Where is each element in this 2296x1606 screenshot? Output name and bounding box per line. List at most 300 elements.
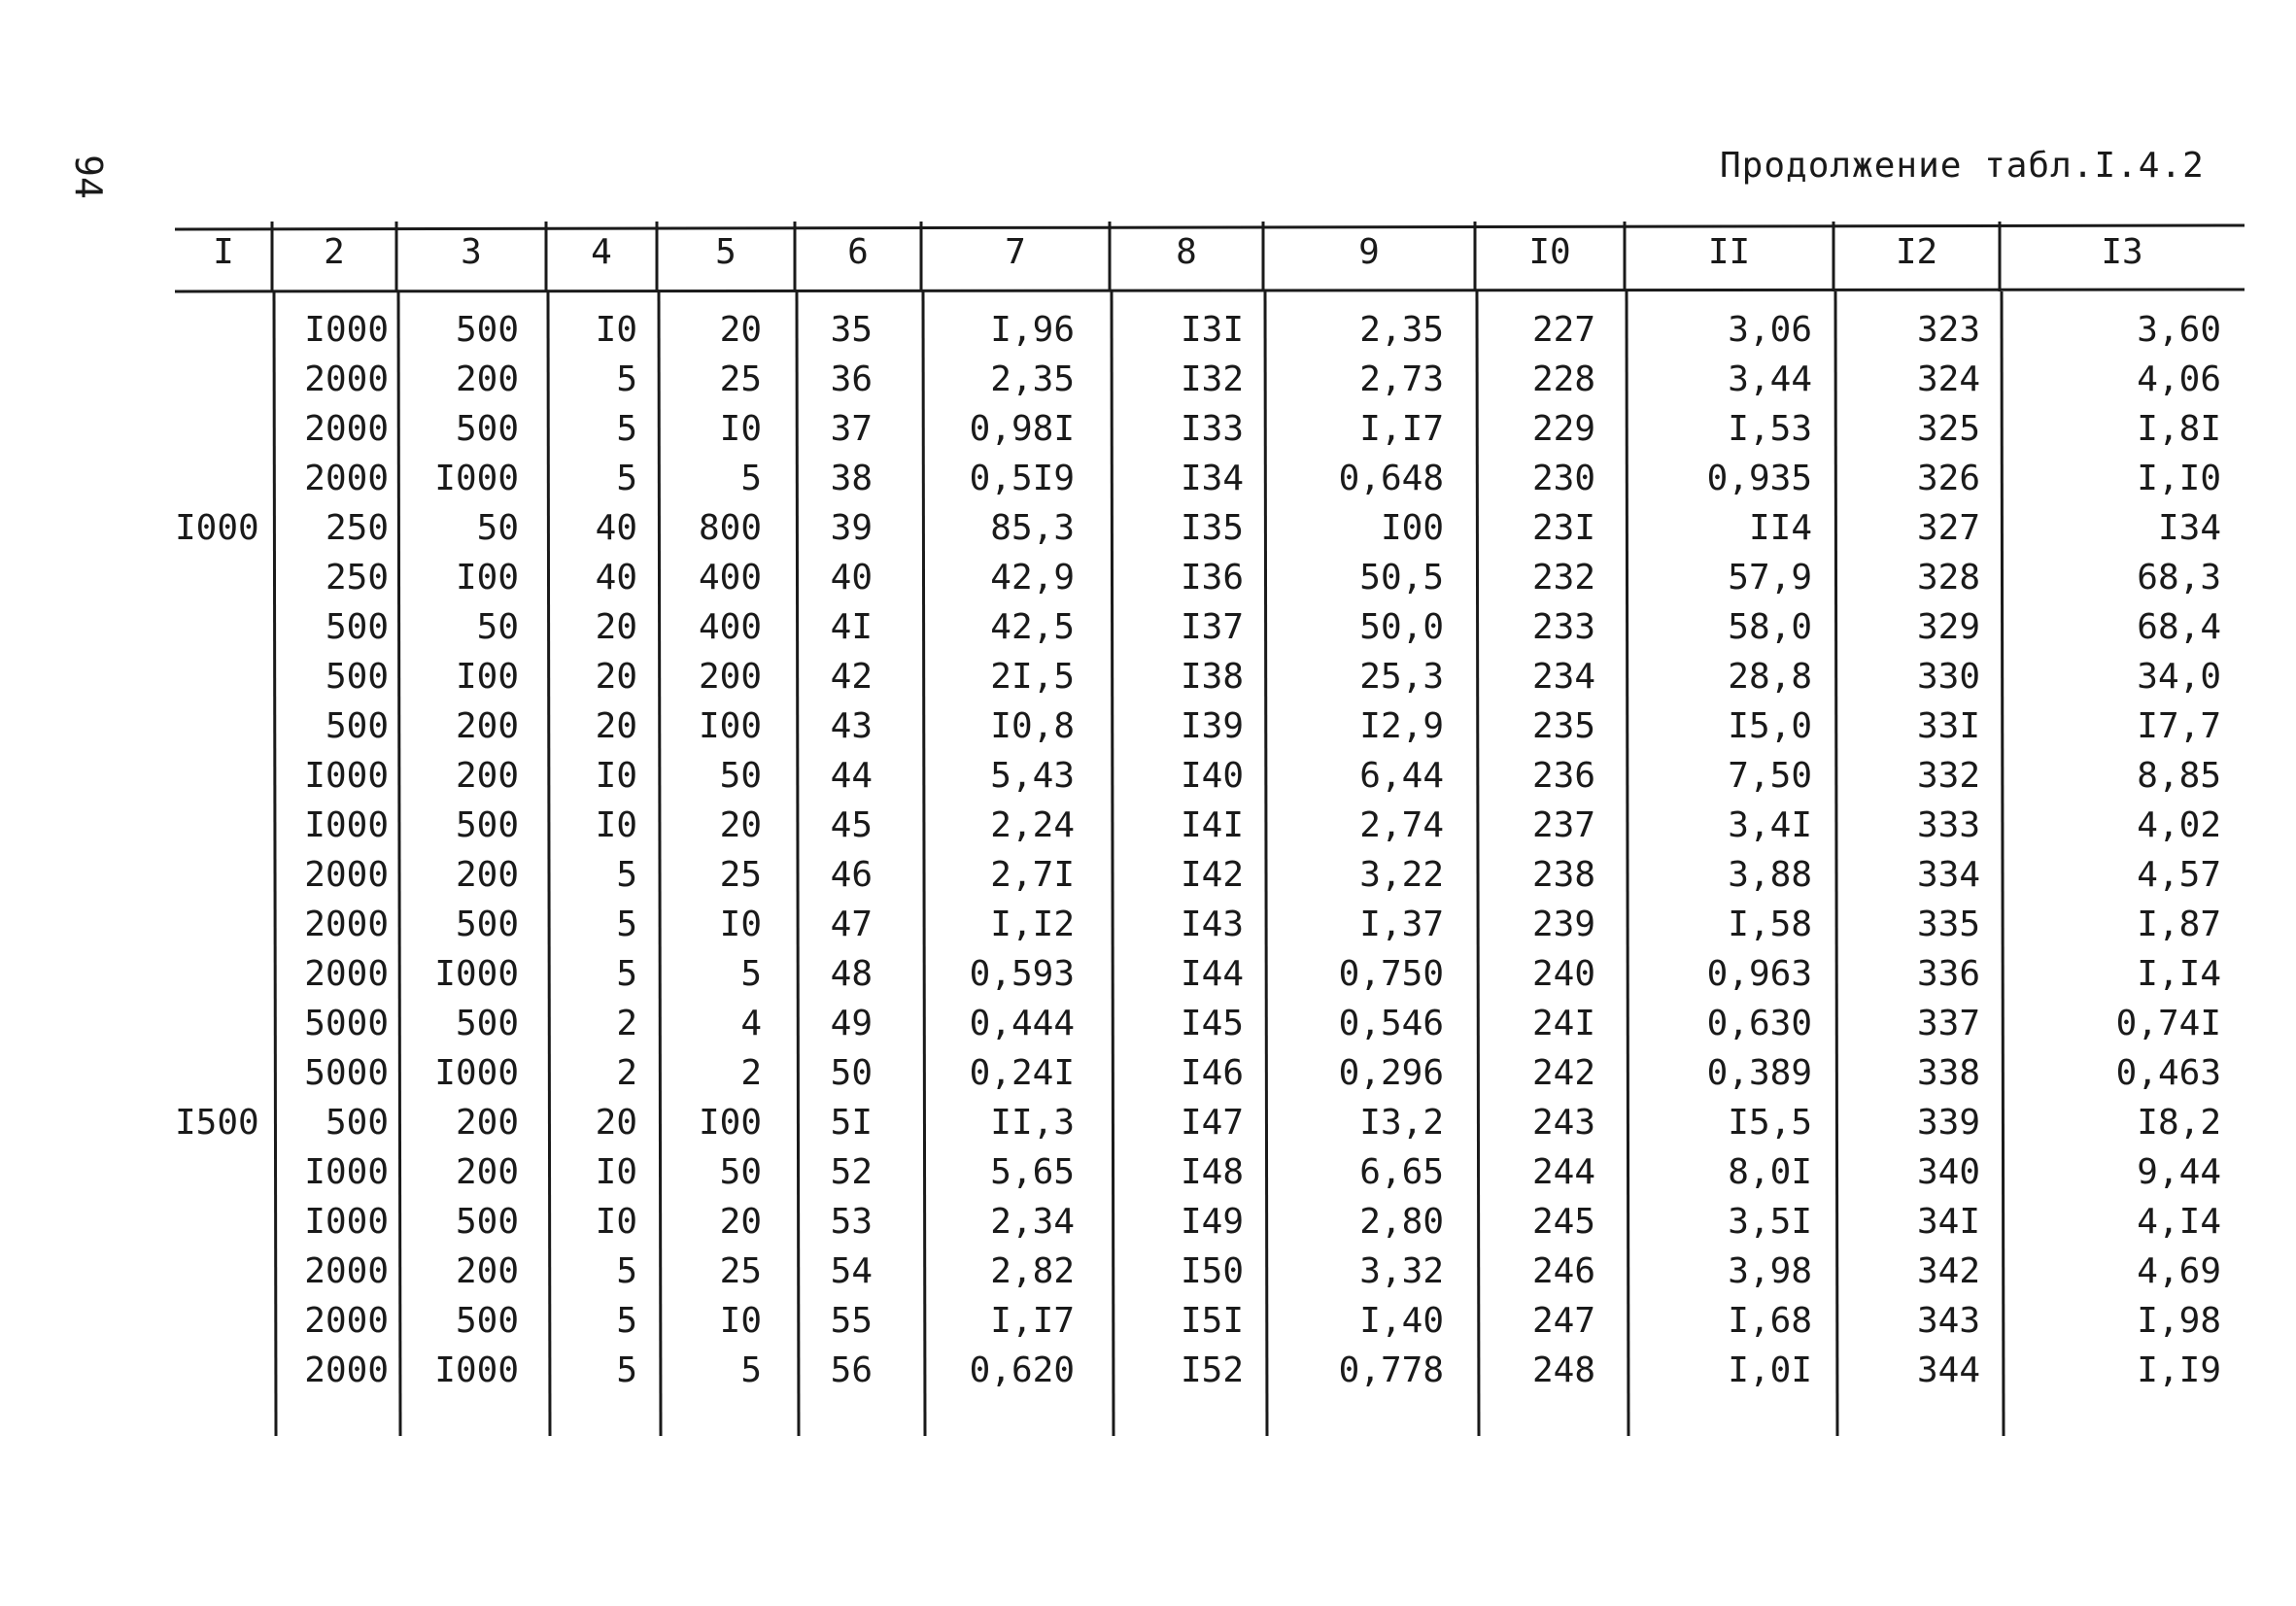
table-cell bbox=[175, 1351, 258, 1390]
table-cell: 6,44 bbox=[1359, 756, 1444, 796]
table-cell: 234 bbox=[1531, 657, 1595, 697]
table-top-rule bbox=[175, 225, 2245, 229]
table-cell: I33 bbox=[1180, 409, 1244, 449]
table-cell: 332 bbox=[1916, 756, 1980, 796]
table-cell: 0,593 bbox=[969, 954, 1075, 994]
table-cell: I5,5 bbox=[1728, 1103, 1812, 1143]
table-cell: 47 bbox=[830, 905, 873, 944]
table-cell: 40 bbox=[595, 558, 637, 598]
table-cell: 5,65 bbox=[990, 1152, 1075, 1192]
table-cell: 0,24I bbox=[969, 1053, 1075, 1093]
table-cell: 5 bbox=[740, 1350, 762, 1390]
table-cell: 400 bbox=[698, 607, 762, 647]
table-cell: 2I,5 bbox=[990, 657, 1075, 697]
table-cell: I,96 bbox=[990, 310, 1075, 350]
table-cell: 5 bbox=[616, 1350, 637, 1390]
table-cell: 5 bbox=[616, 905, 637, 944]
table-cell: 39 bbox=[830, 508, 873, 548]
table-cell bbox=[175, 559, 258, 598]
table-cell: 50 bbox=[830, 1053, 873, 1093]
table-cell: 500 bbox=[455, 805, 519, 845]
table-cell: 200 bbox=[455, 1152, 519, 1192]
table-cell: 200 bbox=[455, 359, 519, 399]
table-cell bbox=[175, 757, 258, 796]
table-cell bbox=[175, 1203, 258, 1242]
table-cell: 0,5I9 bbox=[969, 459, 1075, 498]
table-cell: 54 bbox=[830, 1251, 873, 1291]
column-header: 6 bbox=[847, 232, 869, 272]
table-cell: 246 bbox=[1531, 1251, 1595, 1291]
table-cell: 0,74I bbox=[2115, 1004, 2221, 1043]
table-cell: 500 bbox=[325, 607, 389, 647]
table-cell: 4,69 bbox=[2137, 1251, 2221, 1291]
table-cell: 500 bbox=[455, 409, 519, 449]
table-cell: 2000 bbox=[304, 409, 389, 449]
table-cell: 3,44 bbox=[1728, 359, 1812, 399]
table-cell: 42 bbox=[830, 657, 873, 697]
table-cell: 42,5 bbox=[990, 607, 1075, 647]
table-cell: 2000 bbox=[304, 359, 389, 399]
table-cell: 0,444 bbox=[969, 1004, 1075, 1043]
table-cell: 328 bbox=[1916, 558, 1980, 598]
table-cell: 200 bbox=[455, 855, 519, 895]
table-cell: I,I2 bbox=[990, 905, 1075, 944]
table-cell: 20 bbox=[719, 805, 762, 845]
table-cell: I000 bbox=[175, 508, 259, 548]
table-cell: 36 bbox=[830, 359, 873, 399]
table-cell: 330 bbox=[1916, 657, 1980, 697]
table-cell: I49 bbox=[1180, 1202, 1244, 1242]
table-cell: 245 bbox=[1531, 1202, 1595, 1242]
table-cell: I500 bbox=[175, 1103, 259, 1143]
table-cell: 5 bbox=[616, 1301, 637, 1341]
table-cell: 340 bbox=[1916, 1152, 1980, 1192]
table-cell: 20 bbox=[595, 706, 637, 746]
table-cell: 33I bbox=[1916, 706, 1980, 746]
table-cell: I45 bbox=[1180, 1004, 1244, 1043]
table-cell: 3,32 bbox=[1359, 1251, 1444, 1291]
table-cell: 344 bbox=[1916, 1350, 1980, 1390]
table-cell: 28,8 bbox=[1728, 657, 1812, 697]
table-cell: 3,06 bbox=[1728, 310, 1812, 350]
column-header: 8 bbox=[1176, 232, 1197, 272]
table-cell: 2 bbox=[616, 1053, 637, 1093]
column-header: 2 bbox=[324, 232, 345, 272]
table-cell: 0,463 bbox=[2115, 1053, 2221, 1093]
table-cell bbox=[175, 460, 258, 498]
table-cell: I0 bbox=[719, 1301, 762, 1341]
table-cell: 248 bbox=[1531, 1350, 1595, 1390]
column-header: II bbox=[1707, 232, 1751, 272]
table-cell: 57,9 bbox=[1728, 558, 1812, 598]
table-cell bbox=[175, 1153, 258, 1192]
table-cell bbox=[175, 707, 258, 746]
table-cell: 0,296 bbox=[1338, 1053, 1444, 1093]
table-cell: 68,4 bbox=[2137, 607, 2221, 647]
table-cell bbox=[175, 608, 258, 647]
table-cell: I,I0 bbox=[2137, 459, 2221, 498]
table-cell: 53 bbox=[830, 1202, 873, 1242]
table-cell: 500 bbox=[455, 310, 519, 350]
table-cell: 229 bbox=[1531, 409, 1595, 449]
column-header: 9 bbox=[1358, 232, 1380, 272]
table-cell: I00 bbox=[1380, 508, 1444, 548]
table-cell: 85,3 bbox=[990, 508, 1075, 548]
table-cell: I,I9 bbox=[2137, 1350, 2221, 1390]
table-cell: I0 bbox=[595, 310, 637, 350]
table-cell: I0 bbox=[595, 805, 637, 845]
table-cell: 5000 bbox=[304, 1053, 389, 1093]
table-cell: I,40 bbox=[1359, 1301, 1444, 1341]
table-cell: I,58 bbox=[1728, 905, 1812, 944]
table-cell bbox=[175, 906, 258, 944]
table-cell: I00 bbox=[698, 1103, 762, 1143]
table-cell: I,37 bbox=[1359, 905, 1444, 944]
table-cell: 2,74 bbox=[1359, 805, 1444, 845]
table-cell: 0,935 bbox=[1706, 459, 1812, 498]
table-cell: I,I7 bbox=[990, 1301, 1075, 1341]
table-cell: I0 bbox=[595, 1202, 637, 1242]
table-cell: I,I4 bbox=[2137, 954, 2221, 994]
table-cell: 4,02 bbox=[2137, 805, 2221, 845]
table-cell: 5,43 bbox=[990, 756, 1075, 796]
table-cell: 2000 bbox=[304, 1350, 389, 1390]
table-cell: 337 bbox=[1916, 1004, 1980, 1043]
table-cell: I4I bbox=[1180, 805, 1244, 845]
table-cell: 4,57 bbox=[2137, 855, 2221, 895]
table-cell: I7,7 bbox=[2137, 706, 2221, 746]
table-cell: 243 bbox=[1531, 1103, 1595, 1143]
table-cell: I000 bbox=[434, 459, 519, 498]
table-cell: 4,I4 bbox=[2137, 1202, 2221, 1242]
table-cell: I00 bbox=[698, 706, 762, 746]
table-cell: I32 bbox=[1180, 359, 1244, 399]
table-cell: I38 bbox=[1180, 657, 1244, 697]
table-cell: 20 bbox=[719, 310, 762, 350]
table-cell: 238 bbox=[1531, 855, 1595, 895]
table-caption: Продолжение табл.I.4.2 bbox=[1720, 146, 2205, 186]
table-cell: 5 bbox=[616, 855, 637, 895]
table-cell: I47 bbox=[1180, 1103, 1244, 1143]
table-cell: 68,3 bbox=[2137, 558, 2221, 598]
table-cell: 55 bbox=[830, 1301, 873, 1341]
table-cell: I43 bbox=[1180, 905, 1244, 944]
table-header-rule bbox=[175, 290, 2245, 291]
table-cell: 45 bbox=[830, 805, 873, 845]
table-cell: 326 bbox=[1916, 459, 1980, 498]
table-cell: I00 bbox=[455, 558, 519, 598]
table-cell: 336 bbox=[1916, 954, 1980, 994]
table-cell: 323 bbox=[1916, 310, 1980, 350]
table-cell: I8,2 bbox=[2137, 1103, 2221, 1143]
table-cell: 2000 bbox=[304, 855, 389, 895]
table-cell: 0,620 bbox=[969, 1350, 1075, 1390]
table-cell: 333 bbox=[1916, 805, 1980, 845]
table-cell: 329 bbox=[1916, 607, 1980, 647]
table-cell: 48 bbox=[830, 954, 873, 994]
table-cell: 25 bbox=[719, 855, 762, 895]
table-cell: I40 bbox=[1180, 756, 1244, 796]
table-cell: 227 bbox=[1531, 310, 1595, 350]
table-cell: 244 bbox=[1531, 1152, 1595, 1192]
table-cell: I000 bbox=[434, 1350, 519, 1390]
page-number: 94 bbox=[66, 154, 110, 199]
table-cell: 500 bbox=[325, 706, 389, 746]
table-cell: I,8I bbox=[2137, 409, 2221, 449]
table-cell: 38 bbox=[830, 459, 873, 498]
table-cell: I,53 bbox=[1728, 409, 1812, 449]
table-cell: 0,630 bbox=[1706, 1004, 1812, 1043]
table-cell: 233 bbox=[1531, 607, 1595, 647]
table-cell: 20 bbox=[595, 1103, 637, 1143]
table-cell: 2000 bbox=[304, 905, 389, 944]
table-cell: 3,5I bbox=[1728, 1202, 1812, 1242]
table-cell: 500 bbox=[455, 1202, 519, 1242]
table-cell: I000 bbox=[434, 954, 519, 994]
table-cell: 400 bbox=[698, 558, 762, 598]
column-header: I3 bbox=[2101, 232, 2143, 272]
table-cell: 37 bbox=[830, 409, 873, 449]
table-cell: 3,60 bbox=[2137, 310, 2221, 350]
table-cell: 5000 bbox=[304, 1004, 389, 1043]
table-cell: II,3 bbox=[990, 1103, 1075, 1143]
table-cell: 6,65 bbox=[1359, 1152, 1444, 1192]
table-cell: 237 bbox=[1531, 805, 1595, 845]
table-cell bbox=[175, 658, 258, 697]
table-cell: 3,4I bbox=[1728, 805, 1812, 845]
table-cell: 342 bbox=[1916, 1251, 1980, 1291]
table-cell: I44 bbox=[1180, 954, 1244, 994]
table-cell: I,87 bbox=[2137, 905, 2221, 944]
table-cell: 500 bbox=[455, 1301, 519, 1341]
table-cell: 49 bbox=[830, 1004, 873, 1043]
table-cell bbox=[175, 806, 258, 845]
table-cell: 247 bbox=[1531, 1301, 1595, 1341]
table-cell: 50 bbox=[719, 1152, 762, 1192]
table-cell: 230 bbox=[1531, 459, 1595, 498]
table-cell: 500 bbox=[325, 1103, 389, 1143]
table-cell: 236 bbox=[1531, 756, 1595, 796]
table-cell: 0,963 bbox=[1706, 954, 1812, 994]
table-cell: 228 bbox=[1531, 359, 1595, 399]
table-cell: I39 bbox=[1180, 706, 1244, 746]
table-cell: I35 bbox=[1180, 508, 1244, 548]
table-cell bbox=[175, 1252, 258, 1291]
table-cell: 250 bbox=[325, 558, 389, 598]
table-cell: 5I bbox=[830, 1103, 873, 1143]
table-cell: 5 bbox=[616, 459, 637, 498]
table-cell: 8,0I bbox=[1728, 1152, 1812, 1192]
table-cell: 200 bbox=[455, 1251, 519, 1291]
column-header: I0 bbox=[1528, 232, 1571, 272]
table-cell: 335 bbox=[1916, 905, 1980, 944]
table-cell: 2,73 bbox=[1359, 359, 1444, 399]
table-cell: 338 bbox=[1916, 1053, 1980, 1093]
table-cell: I,68 bbox=[1728, 1301, 1812, 1341]
table-cell: 2,24 bbox=[990, 805, 1075, 845]
table-cell: 500 bbox=[455, 905, 519, 944]
table-cell: 200 bbox=[455, 1103, 519, 1143]
table-cell: 324 bbox=[1916, 359, 1980, 399]
table-cell: I0 bbox=[595, 1152, 637, 1192]
table-cell: I,I7 bbox=[1359, 409, 1444, 449]
table-cell: 2000 bbox=[304, 954, 389, 994]
table-cell: I000 bbox=[304, 310, 389, 350]
table-cell: I000 bbox=[304, 1152, 389, 1192]
table-cell: I000 bbox=[434, 1053, 519, 1093]
table-cell: 240 bbox=[1531, 954, 1595, 994]
table-cell: I50 bbox=[1180, 1251, 1244, 1291]
table-cell: 43 bbox=[830, 706, 873, 746]
table-cell: 25 bbox=[719, 1251, 762, 1291]
table-cell: II4 bbox=[1748, 508, 1812, 548]
table-cell: 5 bbox=[616, 359, 637, 399]
table-cell: 800 bbox=[698, 508, 762, 548]
table-cell: 2000 bbox=[304, 1251, 389, 1291]
table-cell: 5 bbox=[616, 409, 637, 449]
table-cell: 0,750 bbox=[1338, 954, 1444, 994]
table-cell: 2,7I bbox=[990, 855, 1075, 895]
table-cell: 44 bbox=[830, 756, 873, 796]
table-cell: I37 bbox=[1180, 607, 1244, 647]
table-cell: I34 bbox=[2157, 508, 2221, 548]
table-cell: I000 bbox=[304, 805, 389, 845]
table-cell: 8,85 bbox=[2137, 756, 2221, 796]
table-cell: 7,50 bbox=[1728, 756, 1812, 796]
table-cell: 20 bbox=[595, 657, 637, 697]
table-cell: 35 bbox=[830, 310, 873, 350]
table-cell: 3,88 bbox=[1728, 855, 1812, 895]
table-cell: 4 bbox=[740, 1004, 762, 1043]
table-cell: 52 bbox=[830, 1152, 873, 1192]
table-cell: 3,98 bbox=[1728, 1251, 1812, 1291]
table-cell: I5,0 bbox=[1728, 706, 1812, 746]
table-cell: 42,9 bbox=[990, 558, 1075, 598]
table-cell: 343 bbox=[1916, 1301, 1980, 1341]
table-cell: I00 bbox=[455, 657, 519, 697]
table-cell: 4,06 bbox=[2137, 359, 2221, 399]
table-cell: 0,546 bbox=[1338, 1004, 1444, 1043]
table-cell: 0,778 bbox=[1338, 1350, 1444, 1390]
table-cell: I3,2 bbox=[1359, 1103, 1444, 1143]
table-cell: 2,34 bbox=[990, 1202, 1075, 1242]
table-cell: 5 bbox=[616, 954, 637, 994]
table-cell: I0 bbox=[719, 905, 762, 944]
table-cell: 20 bbox=[595, 607, 637, 647]
table-cell bbox=[175, 360, 258, 399]
table-cell: 500 bbox=[325, 657, 389, 697]
table-cell: 20 bbox=[719, 1202, 762, 1242]
table-cell: 0,648 bbox=[1338, 459, 1444, 498]
table-cell: 4I bbox=[830, 607, 873, 647]
table-cell bbox=[175, 410, 258, 449]
table-cell: 5 bbox=[740, 954, 762, 994]
table-cell: 50 bbox=[476, 607, 519, 647]
table-cell: 2 bbox=[616, 1004, 637, 1043]
table-cell: 0,389 bbox=[1706, 1053, 1812, 1093]
table-cell: 56 bbox=[830, 1350, 873, 1390]
table-cell bbox=[175, 856, 258, 895]
table-cell: 232 bbox=[1531, 558, 1595, 598]
table-cell: I000 bbox=[304, 756, 389, 796]
table-cell: 2000 bbox=[304, 459, 389, 498]
table-cell: 2,35 bbox=[990, 359, 1075, 399]
table-cell: 5 bbox=[616, 1251, 637, 1291]
table-cell: I3I bbox=[1180, 310, 1244, 350]
table-cell: I46 bbox=[1180, 1053, 1244, 1093]
table-cell: I5I bbox=[1180, 1301, 1244, 1341]
table-cell: 46 bbox=[830, 855, 873, 895]
table-cell: I0 bbox=[719, 409, 762, 449]
table-cell: 200 bbox=[698, 657, 762, 697]
table-cell: 24I bbox=[1531, 1004, 1595, 1043]
table-cell bbox=[175, 955, 258, 994]
table-cell: 239 bbox=[1531, 905, 1595, 944]
table-cell: 2,82 bbox=[990, 1251, 1075, 1291]
table-cell: 339 bbox=[1916, 1103, 1980, 1143]
table-cell bbox=[175, 1302, 258, 1341]
column-header: 4 bbox=[591, 232, 612, 272]
table-cell: 2 bbox=[740, 1053, 762, 1093]
table-cell: 40 bbox=[595, 508, 637, 548]
table-cell: I34 bbox=[1180, 459, 1244, 498]
table-cell: 325 bbox=[1916, 409, 1980, 449]
table-cell: 334 bbox=[1916, 855, 1980, 895]
table-cell: 3,22 bbox=[1359, 855, 1444, 895]
table-cell: I0 bbox=[595, 756, 637, 796]
table-cell: 327 bbox=[1916, 508, 1980, 548]
table-cell: I,98 bbox=[2137, 1301, 2221, 1341]
table-cell: 200 bbox=[455, 706, 519, 746]
table-cell: 23I bbox=[1531, 508, 1595, 548]
table-cell: 58,0 bbox=[1728, 607, 1812, 647]
table-cell: 500 bbox=[455, 1004, 519, 1043]
table-cell: I48 bbox=[1180, 1152, 1244, 1192]
table-cell: 50 bbox=[719, 756, 762, 796]
column-header: 5 bbox=[715, 232, 737, 272]
column-header: I bbox=[213, 232, 234, 272]
table-cell: 0,98I bbox=[969, 409, 1075, 449]
table-cell: 34,0 bbox=[2137, 657, 2221, 697]
table-cell: 40 bbox=[830, 558, 873, 598]
table-cell bbox=[175, 1054, 258, 1093]
table-cell: I0,8 bbox=[990, 706, 1075, 746]
table-cell: 50,5 bbox=[1359, 558, 1444, 598]
column-header: I2 bbox=[1895, 232, 1938, 272]
table-cell: I42 bbox=[1180, 855, 1244, 895]
table-cell: 2000 bbox=[304, 1301, 389, 1341]
table-cell: 50,0 bbox=[1359, 607, 1444, 647]
table-cell: 5 bbox=[740, 459, 762, 498]
table-cell: 34I bbox=[1916, 1202, 1980, 1242]
table-cell: 25,3 bbox=[1359, 657, 1444, 697]
table-cell: 2,35 bbox=[1359, 310, 1444, 350]
table-cell: 2,80 bbox=[1359, 1202, 1444, 1242]
table-cell: 250 bbox=[325, 508, 389, 548]
table-cell bbox=[175, 311, 258, 350]
table-cell: I2,9 bbox=[1359, 706, 1444, 746]
table-cell bbox=[175, 1005, 258, 1043]
table-cell: I36 bbox=[1180, 558, 1244, 598]
table-cell: 25 bbox=[719, 359, 762, 399]
table-cell: 50 bbox=[476, 508, 519, 548]
column-header: 3 bbox=[461, 232, 482, 272]
table-cell: I52 bbox=[1180, 1350, 1244, 1390]
table-cell: 242 bbox=[1531, 1053, 1595, 1093]
table-cell: 235 bbox=[1531, 706, 1595, 746]
table-cell: 200 bbox=[455, 756, 519, 796]
table-cell: 9,44 bbox=[2137, 1152, 2221, 1192]
